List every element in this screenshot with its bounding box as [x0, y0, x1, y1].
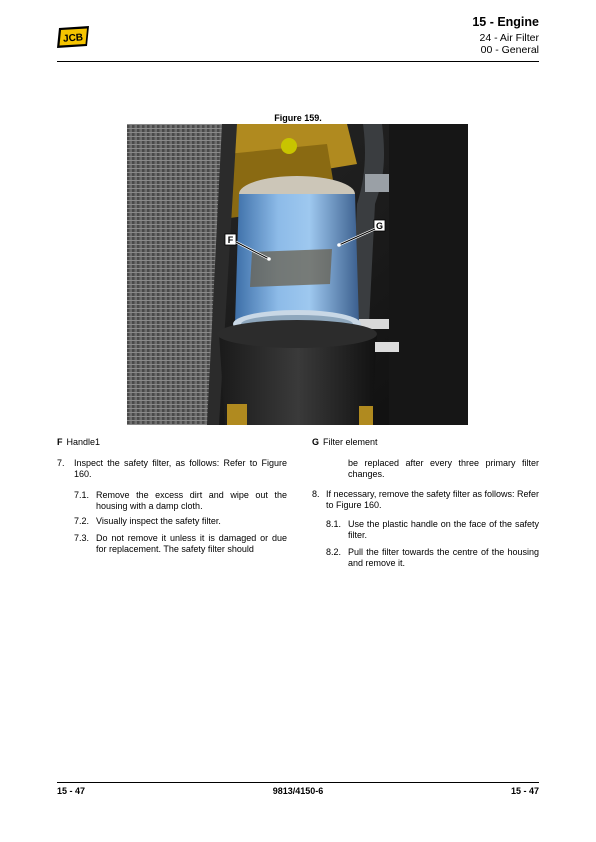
legend-key: F	[57, 437, 63, 447]
jcb-logo	[56, 26, 90, 48]
legend-label: Handle1	[66, 437, 101, 447]
step-8-2: 8.2. Pull the filter towards the centre of the housing and remove it.	[326, 547, 539, 568]
section-title: 15 - Engine	[472, 15, 539, 29]
footer-rule	[57, 782, 539, 783]
header-rule	[57, 61, 539, 62]
step-8-1: 8.1. Use the plastic handle on the face of the safety filter.	[326, 519, 539, 540]
logo-text: JCB	[62, 32, 84, 45]
figure-caption: Figure 159.	[274, 113, 322, 123]
step-8: 8. If necessary, remove the safety filter as follows: Refer to Figure 160.	[312, 489, 539, 510]
section-subsection: 00 - General	[480, 44, 539, 56]
legend-key: G	[312, 437, 320, 447]
step-7-2: 7.2. Visually inspect the safety filter.	[74, 516, 221, 526]
section-subtitle: 24 - Air Filter	[479, 32, 539, 44]
air-filter-photo	[127, 124, 468, 425]
legend-item-f	[57, 437, 287, 447]
footer-page-left: 15 - 47	[57, 786, 86, 796]
footer-page-right: 15 - 47	[510, 786, 539, 796]
step-7-3: 7.3. Do not remove it unless it is damaged or due for replacement. The safety filter should	[74, 533, 287, 554]
callout-f: F	[227, 235, 234, 245]
legend-label: Filter element	[323, 437, 378, 447]
legend-item-g	[312, 437, 539, 447]
callout-g: G	[375, 221, 384, 231]
step-7: 7. Inspect the safety filter, as follows: Refer to Figure 160.	[57, 458, 287, 479]
step-7-1: 7.1. Remove the excess dirt and wipe out the housing with a damp cloth.	[74, 490, 287, 511]
footer-doc-number: 9813/4150-6	[272, 786, 324, 796]
step-7-3-continued: be replaced after every three primary filter changes.	[348, 458, 539, 479]
